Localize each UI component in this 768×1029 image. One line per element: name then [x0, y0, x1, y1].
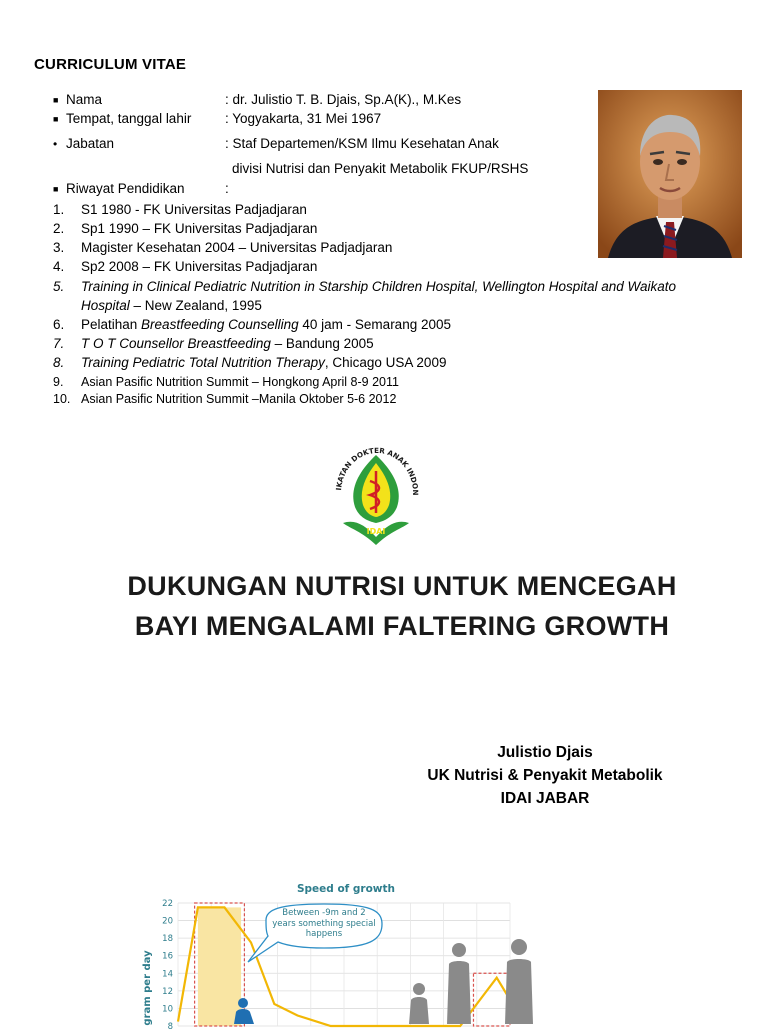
logo-ring-text: IKATAN DOKTER ANAK INDON — [334, 445, 421, 496]
education-item-number: 7. — [53, 336, 65, 351]
education-item-text — [81, 296, 731, 315]
field-label: Tempat, tanggal lahir — [66, 111, 192, 126]
chart-title: Speed of growth — [296, 883, 396, 895]
education-text-part: Breastfeeding Counselling — [141, 317, 299, 332]
education-text-part: 40 jam - Semarang 2005 — [298, 317, 451, 332]
field-value: : Yogyakarta, 31 Mei 1967 — [225, 111, 382, 126]
title-line-2: BAYI MENGALAMI FALTERING GROWTH — [134, 611, 670, 641]
education-item-text — [81, 277, 731, 296]
author-unit: UK Nutrisi & Penyakit Metabolik — [427, 767, 663, 784]
bullet-square-icon: ■ — [53, 95, 59, 105]
field-label: Nama — [66, 92, 103, 107]
y-tick-label: 16 — [162, 951, 173, 962]
y-tick-label: 20 — [162, 916, 173, 927]
growth-chart — [128, 876, 740, 1029]
portrait-illustration — [598, 90, 742, 258]
growth-chart-svg — [128, 876, 740, 1029]
education-item-number: 3. — [53, 240, 65, 255]
y-tick-label: 14 — [162, 969, 173, 980]
y-tick-label: 22 — [162, 899, 173, 909]
y-tick-label: 10 — [162, 1004, 173, 1015]
education-text-part: – Bandung 2005 — [270, 336, 374, 351]
field-label: Riwayat Pendidikan — [66, 181, 185, 196]
idai-emblem — [329, 433, 424, 547]
child-figure-icon — [409, 983, 429, 1024]
education-item-text — [81, 334, 731, 353]
y-tick-label: 12 — [162, 986, 173, 997]
education-text-part: Training Pediatric Total Nutrition Therapy — [81, 355, 325, 370]
education-item-number: 6. — [53, 317, 65, 332]
education-text-part: Magister Kesehatan 2004 – Universitas Padjadjaran — [81, 240, 393, 255]
education-text-part: , Chicago USA 2009 — [324, 355, 447, 370]
education-item-number: 5. — [53, 279, 65, 294]
highlight-region — [198, 907, 241, 1026]
author-org: IDAI JABAR — [500, 790, 590, 807]
field-label: Jabatan — [66, 136, 115, 151]
education-text-part: Pelatihan — [81, 317, 142, 332]
education-item-text — [81, 390, 731, 409]
field-value: : Staf Departemen/KSM Ilmu Kesehatan Anak — [225, 136, 499, 151]
profile-photo — [598, 90, 742, 258]
callout-text: Between -9m and 2 years something special happens — [272, 908, 376, 939]
education-text-part: T O T Counsellor Breastfeeding — [81, 336, 271, 351]
y-tick-label: 8 — [167, 1022, 173, 1029]
bullet-square-icon: ■ — [53, 114, 59, 124]
education-item-text — [81, 353, 731, 372]
field-value: : dr. Julistio T. B. Djais, Sp.A(K)., M.Kes — [225, 92, 462, 107]
education-item-text — [81, 257, 731, 276]
adult-figure-icon — [505, 939, 533, 1024]
education-text-part: Hospital — [81, 298, 130, 313]
chart-ylabel: gram per day — [142, 950, 153, 1026]
education-text-part: S1 1980 - FK Universitas Padjadjaran — [81, 202, 307, 217]
teen-figure-icon — [447, 943, 471, 1024]
cv-heading: CURRICULUM VITAE — [34, 56, 187, 73]
idai-logo — [329, 433, 424, 547]
callout-text-box — [270, 908, 378, 948]
education-item-number: 2. — [53, 221, 65, 236]
education-text-part: Asian Pasific Nutrition Summit – Hongkong April 8-9 2011 — [81, 375, 399, 389]
education-item-number: 1. — [53, 202, 65, 217]
education-item-number: 9. — [53, 375, 64, 389]
bullet-dot-icon: • — [53, 137, 58, 151]
education-text-part: Training in Clinical Pediatric Nutrition in Starship Children Hospital, Wellington Hospital and Waikato — [81, 279, 677, 294]
bullet-square-icon: ■ — [53, 184, 59, 194]
education-item-number: 10. — [53, 392, 71, 406]
education-text-part: Asian Pasific Nutrition Summit –Manila Oktober 5-6 2012 — [81, 392, 397, 406]
field-value: divisi Nutrisi dan Penyakit Metabolik FKUP/RSHS — [232, 161, 529, 176]
field-value: : — [225, 181, 229, 196]
y-tick-label: 18 — [162, 934, 173, 945]
chart-y-ticks — [162, 899, 173, 1029]
author-block — [390, 741, 700, 810]
author-name: Julistio Djais — [497, 744, 593, 761]
education-text-part: Sp2 2008 – FK Universitas Padjadjaran — [81, 259, 318, 274]
education-item-number: 8. — [53, 355, 65, 370]
title-line-1: DUKUNGAN NUTRISI UNTUK MENCEGAH — [127, 571, 677, 601]
logo-badge-text: IDAI — [366, 527, 386, 536]
education-item-number: 4. — [53, 259, 65, 274]
main-title — [60, 566, 744, 646]
education-item-text — [81, 315, 731, 334]
education-text-part: Sp1 1990 – FK Universitas Padjadjaran — [81, 221, 318, 236]
education-text-part: – New Zealand, 1995 — [129, 298, 262, 313]
